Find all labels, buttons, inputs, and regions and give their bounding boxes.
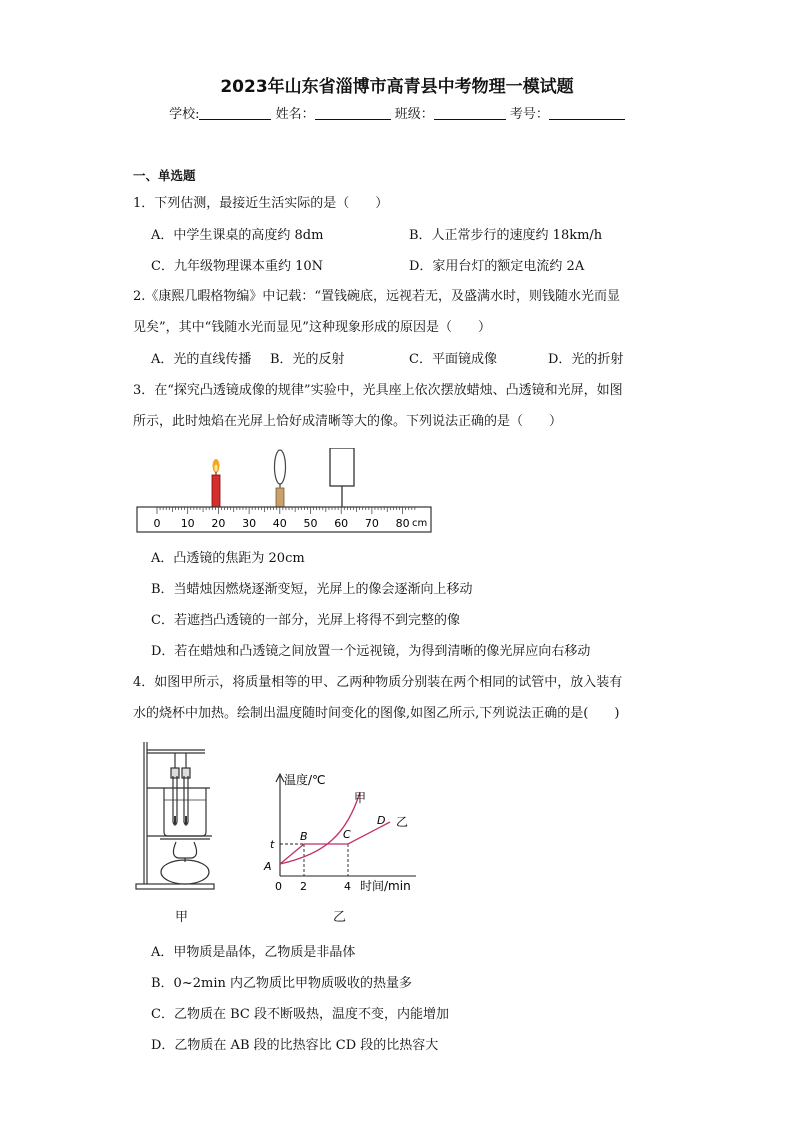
point-d-label: D: [377, 814, 386, 827]
q3-option-c[interactable]: C．若遮挡凸透镜的一部分，光屏上将得不到完整的像: [151, 613, 460, 628]
question-3-stem-line1: 3．在“探究凸透镜成像的规律”实验中，光具座上依次摆放蜡烛、凸透镜和光屏，如图: [133, 383, 623, 398]
ruler-tick-label: 80: [395, 517, 410, 530]
ruler-tick-label: 40: [272, 517, 287, 530]
class-label: 班级：: [394, 107, 434, 122]
point-c-label: C: [343, 828, 351, 841]
candle-icon: [212, 459, 220, 507]
ruler-tick-label: 60: [334, 517, 349, 530]
ruler-tick-label: 50: [303, 517, 318, 530]
q1-option-d[interactable]: D．家用台灯的额定电流约 2A: [409, 259, 585, 274]
class-blank[interactable]: [434, 106, 506, 120]
page-title: 2023年山东省淄博市高青县中考物理一模试题: [220, 77, 574, 97]
name-blank[interactable]: [315, 106, 391, 120]
question-2-stem-line2: 见矣”，其中“钱随水光而显见”这种现象形成的原因是（ ）: [133, 320, 491, 335]
heating-apparatus-figure: [130, 738, 220, 898]
question-3-stem-line2: 所示，此时烛焰在光屏上恰好成清晰等大的像。下列说法正确的是（ ）: [133, 414, 563, 429]
school-label: 学校:: [169, 107, 200, 122]
q1-option-b[interactable]: B．人正常步行的速度约 18km/h: [409, 228, 603, 243]
y-axis-label: 温度/℃: [284, 773, 326, 787]
question-1-stem: 1．下列估测，最接近生活实际的是（ ）: [133, 196, 389, 211]
point-b-label: B: [300, 830, 308, 843]
exam-no-blank[interactable]: [549, 106, 625, 120]
curve-yi-label: 乙: [396, 815, 409, 829]
q2-option-c[interactable]: C．平面镜成像: [409, 352, 497, 367]
q2-option-b[interactable]: B．光的反射: [270, 352, 345, 367]
convex-lens-icon: [275, 450, 286, 507]
q3-option-a[interactable]: A．凸透镜的焦距为 20cm: [151, 551, 305, 566]
ruler-tick-label: 20: [211, 517, 226, 530]
optical-bench-figure: [135, 448, 435, 536]
x-tick-2: 2: [300, 880, 307, 893]
exam-no-label: 考号：: [509, 107, 549, 122]
curve-yi: [280, 822, 390, 864]
q4-option-b[interactable]: B．0~2min 内乙物质比甲物质吸收的热量多: [151, 976, 412, 991]
section-title: 一、单选题: [133, 168, 196, 183]
q4-option-a[interactable]: A．甲物质是晶体，乙物质是非晶体: [151, 945, 356, 960]
q2-option-d[interactable]: D．光的折射: [548, 352, 624, 367]
q3-option-b[interactable]: B．当蜡烛因燃烧逐渐变短，光屏上的像会逐渐向上移动: [151, 582, 473, 597]
t-label: t: [270, 838, 275, 851]
question-4-stem-line2: 水的烧杯中加热。绘制出温度随时间变化的图像,如图乙所示,下列说法正确的是( ): [133, 706, 620, 721]
ruler-tick-label: 10: [180, 517, 195, 530]
q4-option-d[interactable]: D．乙物质在 AB 段的比热容比 CD 段的比热容大: [151, 1038, 439, 1053]
name-label: 姓名：: [275, 107, 315, 122]
q1-option-a[interactable]: A．中学生课桌的高度约 8dm: [151, 228, 324, 243]
q3-option-d[interactable]: D．若在蜡烛和凸透镜之间放置一个远视镜，为得到清晰的像光屏应向右移动: [151, 644, 591, 659]
q2-option-a[interactable]: A．光的直线传播: [151, 352, 252, 367]
question-2-stem-line1: 2.《康熙几暇格物编》中记载：“置钱碗底，远视若无，及盛满水时，则钱随水光而显: [133, 289, 621, 304]
temperature-time-graph: [260, 766, 430, 896]
ruler-tick-label: 30: [242, 517, 257, 530]
school-blank[interactable]: [199, 106, 271, 120]
ruler-tick-label: 0: [153, 517, 161, 530]
light-screen-icon: [330, 448, 354, 507]
origin-label: 0: [275, 880, 282, 893]
x-tick-4: 4: [344, 880, 351, 893]
ruler-unit: cm: [412, 518, 428, 529]
figure-jia-caption: 甲: [175, 910, 189, 925]
curve-jia-label: 甲: [354, 791, 367, 805]
point-a-label: A: [264, 860, 272, 873]
figure-yi-caption: 乙: [333, 910, 347, 925]
question-4-stem-line1: 4．如图甲所示，将质量相等的甲、乙两种物质分别装在两个相同的试管中，放入装有: [133, 675, 623, 690]
x-axis-label: 时间/min: [360, 879, 411, 893]
student-info-row: [0, 103, 794, 122]
q4-option-c[interactable]: C．乙物质在 BC 段不断吸热，温度不变，内能增加: [151, 1007, 449, 1022]
ruler-tick-label: 70: [364, 517, 379, 530]
q1-option-c[interactable]: C．九年级物理课本重约 10N: [151, 259, 323, 274]
